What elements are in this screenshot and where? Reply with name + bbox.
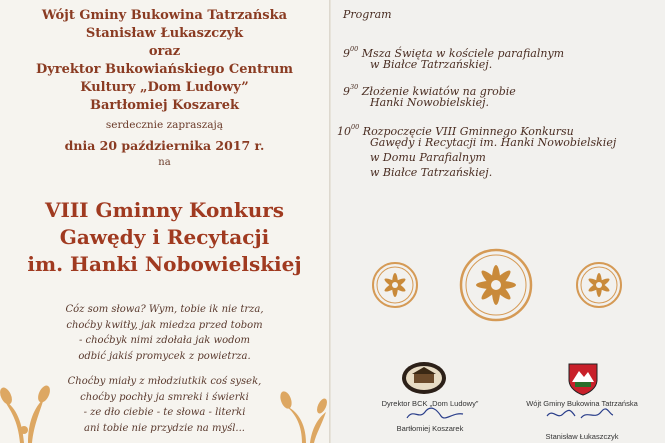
signature-scribble-right-icon [545,406,615,422]
signature-name-left: Bartłomiej Koszarek [396,424,464,433]
poem-line: ani tobie nie przydzie na myśl... [84,422,245,434]
invite-text: serdecznie zapraszają [105,119,224,131]
floral-ornament-right-icon [272,378,329,443]
event-title-line2: Gawędy i Recytacji [59,225,270,249]
program-minute: 00 [351,123,360,131]
program-minute: 00 [350,45,359,53]
host2-name: Bartłomiej Koszarek [89,98,240,113]
signature-role-right: Wójt Gminy Bukowina Tatrzańska [526,399,638,408]
event-date: dnia 20 października 2017 r. [64,138,265,153]
program-title: Program [343,8,392,21]
na-word: na [158,157,171,168]
program-item-cont: w Białce Tatrzańskiej. [370,166,493,179]
poem-stanza-1 [0,302,329,364]
program-line: Rozpoczęcie VIII Gminnego Konkursu [362,125,574,138]
event-title-line1: VIII Gminny Konkurs [44,198,285,222]
rosette-ornament-large-icon [459,248,533,322]
signature-role-left: Dyrektor BCK „Dom Ludowy” [381,399,479,408]
page-fold [329,0,331,443]
conjunction: oraz [148,44,181,59]
host2-title: Dyrektor Bukowiańskiego Centrum [35,62,294,77]
signature-scribble-left-icon [405,406,465,422]
poem-line: - ze dło ciebie - te słowa - literki [83,407,246,419]
rosette-ornament-small-right-icon [576,262,622,308]
poem-line: choćby pochły ja smreki i świerki [80,391,249,403]
program-line: Złożenie kwiatów na grobie [361,85,516,98]
floral-ornament-left-icon [0,360,60,443]
signature-name-right: Stanisław Łukaszczyk [545,432,619,441]
program-item-cont: Hanki Nowobielskiej. [370,96,490,109]
rosette-ornament-small-left-icon [372,262,418,308]
event-title-line3: im. Hanki Nobowielskiej [27,252,302,276]
program-hour: 9 [343,47,350,60]
program-hour: 10 [337,125,351,138]
program-hour: 9 [343,85,350,98]
poem-line: odbić jakiś promycek z powietrza. [78,350,251,362]
poem-line: Choćby miały z młodziutkik coś sysek, [67,376,262,387]
host1-name: Stanisław Łukaszczyk [85,26,244,41]
dom-ludowy-logo-icon [400,360,448,396]
program-line: Msza Święta w kościele parafialnym [361,47,565,60]
program-minute: 30 [350,83,359,91]
program-item-cont: w Białce Tatrzańskiej. [370,58,493,71]
poem-line: Cóz som słowa? Wym, tobie ik nie trza, [65,304,264,315]
poem-line: choćby kwitły, jak miedza przed tobom [66,319,263,331]
poem-line: - choćbyk nimi zdołała jak wodom [78,335,251,347]
host2-title-cont: Kultury „Dom Ludowy” [80,80,249,95]
program-item-cont: Gawędy i Recytacji im. Hanki Nowobielskiej [370,136,617,149]
gmina-coat-of-arms-icon [567,362,599,396]
program-item-cont: w Domu Parafialnym [370,151,486,164]
host1-title: Wójt Gminy Bukowina Tatrzańska [41,8,288,23]
